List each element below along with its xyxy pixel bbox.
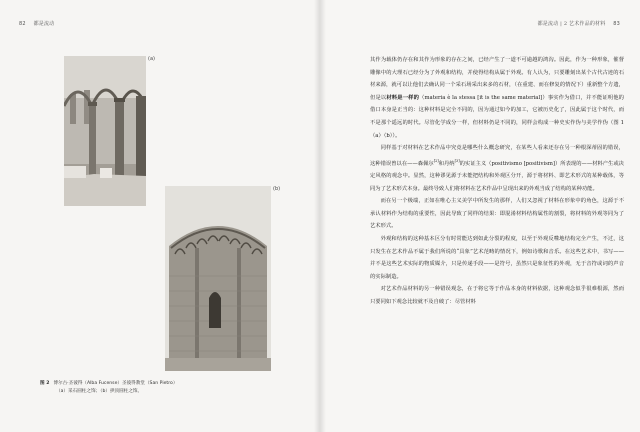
figure-caption [40,380,270,396]
right-running-title: 都是流动 | 2 艺术作品的材料 [537,21,606,27]
left-running-head [13,20,54,27]
right-running-head [538,20,626,27]
body-text [370,54,624,309]
colonnade-photo [64,56,146,206]
paragraph-1 [370,54,624,142]
paragraph-1-part-b: （materia è la stessa [it is the same material]）事实作为借口，并不能证明他的借口本身是正当的：这种材料是完全不同的，因为通过如今的加工，它被历史化了，因此属于这个时代，而不是那个遥远的时代。尽管化学成分一样，但材料仍是不同的，同样会构成一种史实作伪与美学作伪（图 1（a）（b））。 [370,94,624,139]
figure-photo-b [165,186,271,371]
figure-label-a: (a) [148,56,155,62]
paragraph-1-part-a: 其作为载体仍存在和其作为形象的存在之间，已经产生了一道不可逾越的鸿沟。因此，作为一种形象，催督雕像中的大理石已经分为了外观和结构，并使得结构从属于外观。有人认为，只要雕刻出某个古代古迹的石材来源，就可以让他们去确认同一个采石场采出来多的石材，（在重建、而在修复的情况下）重新整个方遗，但是以 [370,57,624,101]
paragraph-3: 而在另一个极端，正如在唯心主义美学中所发生的那样，人们又忽视了材料在形象中的角色，这源于不承认材料作为结构的重要性，因此导致了同样的结果：即混淆材料结构属性的割裂，将材料的外观等同为了艺术形式。 [370,198,624,230]
caption-line-2: （a）采石圆柱之饰；（b）拱顶圆柱之饰。 [56,389,143,394]
paragraph-4: 外观和结构的这种基本区分有时常能达到如此分裂的程度，以至于外观反噬地结构完全产生，不过，这只发生在艺术作品不属于我们所说的“具象”艺术范畴的情况下，例如诗歌和音乐。在这些艺术中，书写——并不是这些艺术实际的物质媒介，只是传递手段——是符号，虽然只是象征性的外观，无于音符或词的声音的实际制造。 [370,236,624,280]
footnote-ref-3: [3] [454,158,460,163]
figure-photo-a [64,56,146,206]
left-page-number: 82 [19,21,26,27]
paragraph-2 [370,142,624,195]
paragraph-2-mid: 和丹纳 [438,160,455,167]
footnote-ref-2: [2] [433,158,439,163]
caption-number: 图 2 [40,381,50,386]
right-page-number: 83 [613,21,620,27]
paragraph-1-bold: 材料是一样的 [386,94,420,101]
paragraph-2-rest: 的实证主义（positivismo [positivism]）所表现的——材料产生或决定风格的观念中。显然，这种谬见源于未能把结构和外观区分开，源于将材料、即艺术形式的某种载体，等同为了艺术形式本身。最终导致人们将材料在艺术作品中呈现出来的外观当成了结构的某种功能。 [370,160,624,192]
caption-line-1: 博尔古·圣彼得（Alba Fucense）圣彼得教堂（San Pietro） [53,381,178,386]
paragraph-5: 对艺术作品材料的另一种错误观念，在于将它等于作品本身的材料依据，这种观念似乎很难根源，然而只要同如下观念比较就不及自破了：尽管材料 [370,286,624,306]
paragraph-2-start: 同样基于对材料在艺术作品中究竟是哪些什么概念研究，在某些人看来还存在另一种根深蒂固的错误，这种错误曾以在——森佩尔 [370,145,624,167]
figure-label-b: (b) [273,186,281,192]
book-gutter [314,0,326,432]
left-running-title: 都是流动 [33,21,55,27]
apse-photo [165,186,271,371]
